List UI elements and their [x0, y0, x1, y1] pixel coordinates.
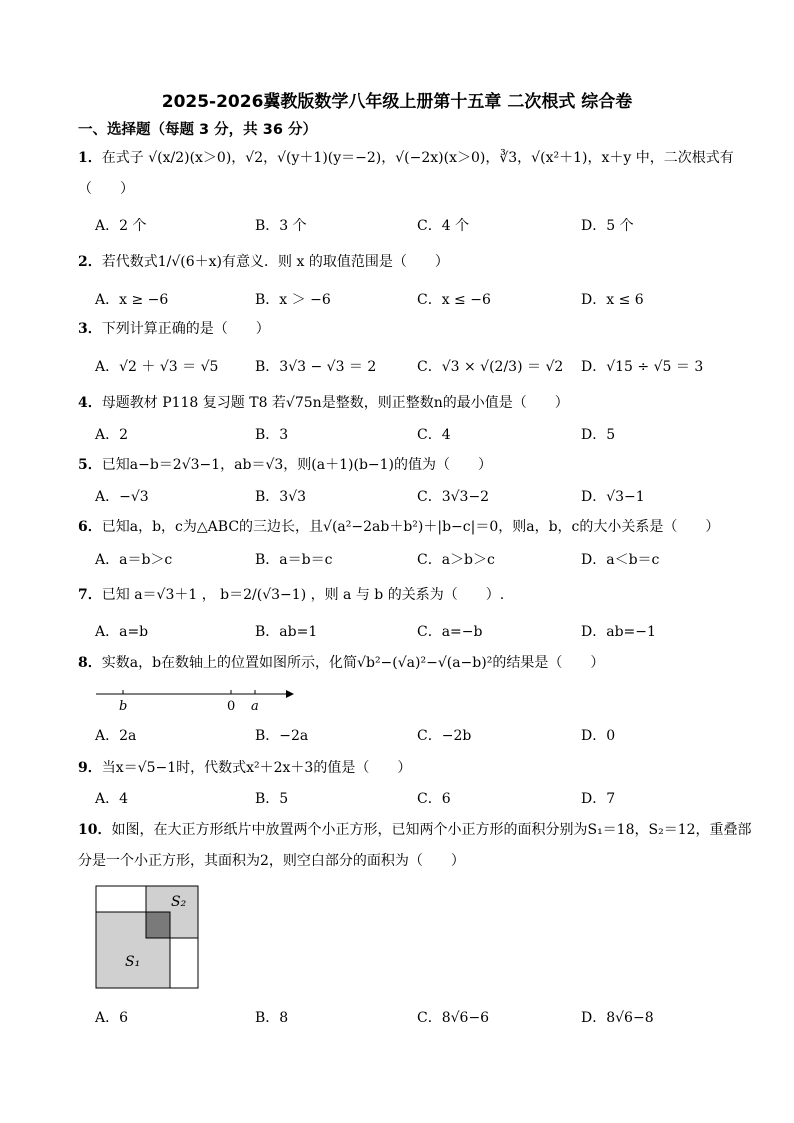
question-4: 4．母题教材 P118 复习题 T8 若√75n是整数，则正整数n的最小值是（ ） [78, 395, 569, 411]
section-heading: 一、选择题（每题 3 分，共 36 分） [78, 122, 317, 138]
overlap-square [146, 912, 170, 938]
option-d: D．8√6−8 [581, 1010, 654, 1026]
option-b: B．3√3 [255, 489, 307, 505]
option-b: B．3√3 − √3 ＝ 2 [255, 359, 377, 375]
question-10-options [95, 1007, 775, 1029]
label-s2: S₂ [171, 894, 187, 910]
option-c: C．4 [417, 427, 451, 443]
question-6: 6．已知a，b，c为△ABC的三边长，且√(a²−2ab＋b²)＋|b−c|＝0，则a，b，c的大小关系是（ ） [78, 519, 720, 535]
question-5-options [95, 486, 775, 508]
option-b: B．8 [255, 1010, 289, 1026]
option-a: A．2a [95, 728, 137, 744]
option-a: A．2 [95, 427, 129, 443]
number-line-figure [90, 682, 300, 714]
question-3: 3．下列计算正确的是（ ） [78, 321, 270, 337]
option-b: B．3 [255, 427, 289, 443]
option-a: A．a=b [95, 624, 149, 640]
option-a: A．−√3 [95, 489, 149, 505]
question-9-options [95, 788, 775, 810]
option-c: C．−2b [417, 728, 472, 744]
label-b: b [119, 699, 128, 714]
question-3-options [95, 356, 775, 378]
option-a: A．6 [95, 1010, 129, 1026]
question-4-options [95, 424, 775, 446]
option-b: B．ab=1 [255, 624, 318, 640]
option-a: A．√2 ＋ √3 ＝ √5 [95, 359, 219, 375]
option-b: B．−2a [255, 728, 309, 744]
question-7: 7．已知 a＝√3＋1 ， b＝2/(√3−1) ，则 a 与 b 的关系为（ ）. [78, 587, 505, 603]
label-a: a [251, 699, 259, 714]
option-a: A．4 [95, 791, 129, 807]
option-a: A．2 个 [95, 218, 147, 234]
question-2-options [95, 289, 775, 311]
option-a: A．a＝b＞c [95, 552, 173, 568]
option-b: B．5 [255, 791, 289, 807]
option-c: C．a＞b＞c [417, 552, 495, 568]
question-5: 5．已知a−b＝2√3−1，ab＝√3，则(a＋1)(b−1)的值为（ ） [78, 457, 492, 473]
option-c: C．x ≤ −6 [417, 292, 491, 308]
question-8: 8．实数a，b在数轴上的位置如图所示，化简√b²−(√a)²−√(a−b)²的结果是（ ） [78, 655, 605, 671]
option-d: D．7 [581, 791, 616, 807]
option-d: D．√3−1 [581, 489, 645, 505]
option-b: B．a＝b＝c [255, 552, 333, 568]
option-d: D．0 [581, 728, 616, 744]
option-c: C．a=−b [417, 624, 483, 640]
question-7-options [95, 621, 775, 643]
option-d: D．a＜b＝c [581, 552, 660, 568]
label-s1: S₁ [125, 954, 141, 970]
option-d: D．5 个 [581, 218, 634, 234]
option-a: A．x ≥ −6 [95, 292, 169, 308]
option-d: D．5 [581, 427, 616, 443]
arrow-head-icon [286, 690, 294, 698]
option-d: D．x ≤ 6 [581, 292, 644, 308]
option-c: C．√3 × √(2/3) ＝ √2 [417, 359, 564, 375]
squares-figure [94, 884, 202, 992]
option-c: C．8√6−6 [417, 1010, 490, 1026]
option-d: D．√15 ÷ √5 ＝ 3 [581, 359, 704, 375]
page-title: 2025-2026冀教版数学八年级上册第十五章 二次根式 综合卷 [161, 92, 633, 112]
question-2: 2．若代数式1/√(6＋x)有意义．则 x 的取值范围是（ ） [78, 254, 449, 270]
question-9: 9．当x＝√5−1时，代数式x²＋2x＋3的值是（ ） [78, 760, 412, 776]
option-c: C．4 个 [417, 218, 470, 234]
option-d: D．ab=−1 [581, 624, 656, 640]
label-zero: 0 [227, 699, 236, 714]
question-1: 1．在式子 √(x/2)(x＞0)，√2，√(y＋1)(y＝−2)，√(−2x)(x＞0)，∛3，√(x²＋1)，x＋y 中，二次根式有（ ） [78, 150, 734, 197]
option-c: C．6 [417, 791, 451, 807]
option-c: C．3√3−2 [417, 489, 490, 505]
question-1-options [95, 215, 775, 237]
option-b: B．3 个 [255, 218, 307, 234]
question-10: 10．如图，在大正方形纸片中放置两个小正方形，已知两个小正方形的面积分别为S₁＝18，S₂＝12，重叠部分是一个小正方形，其面积为2，则空白部分的面积为（ ） [78, 822, 752, 869]
option-b: B．x ＞ −6 [255, 292, 331, 308]
question-8-options [95, 725, 775, 747]
question-6-options [95, 549, 775, 571]
